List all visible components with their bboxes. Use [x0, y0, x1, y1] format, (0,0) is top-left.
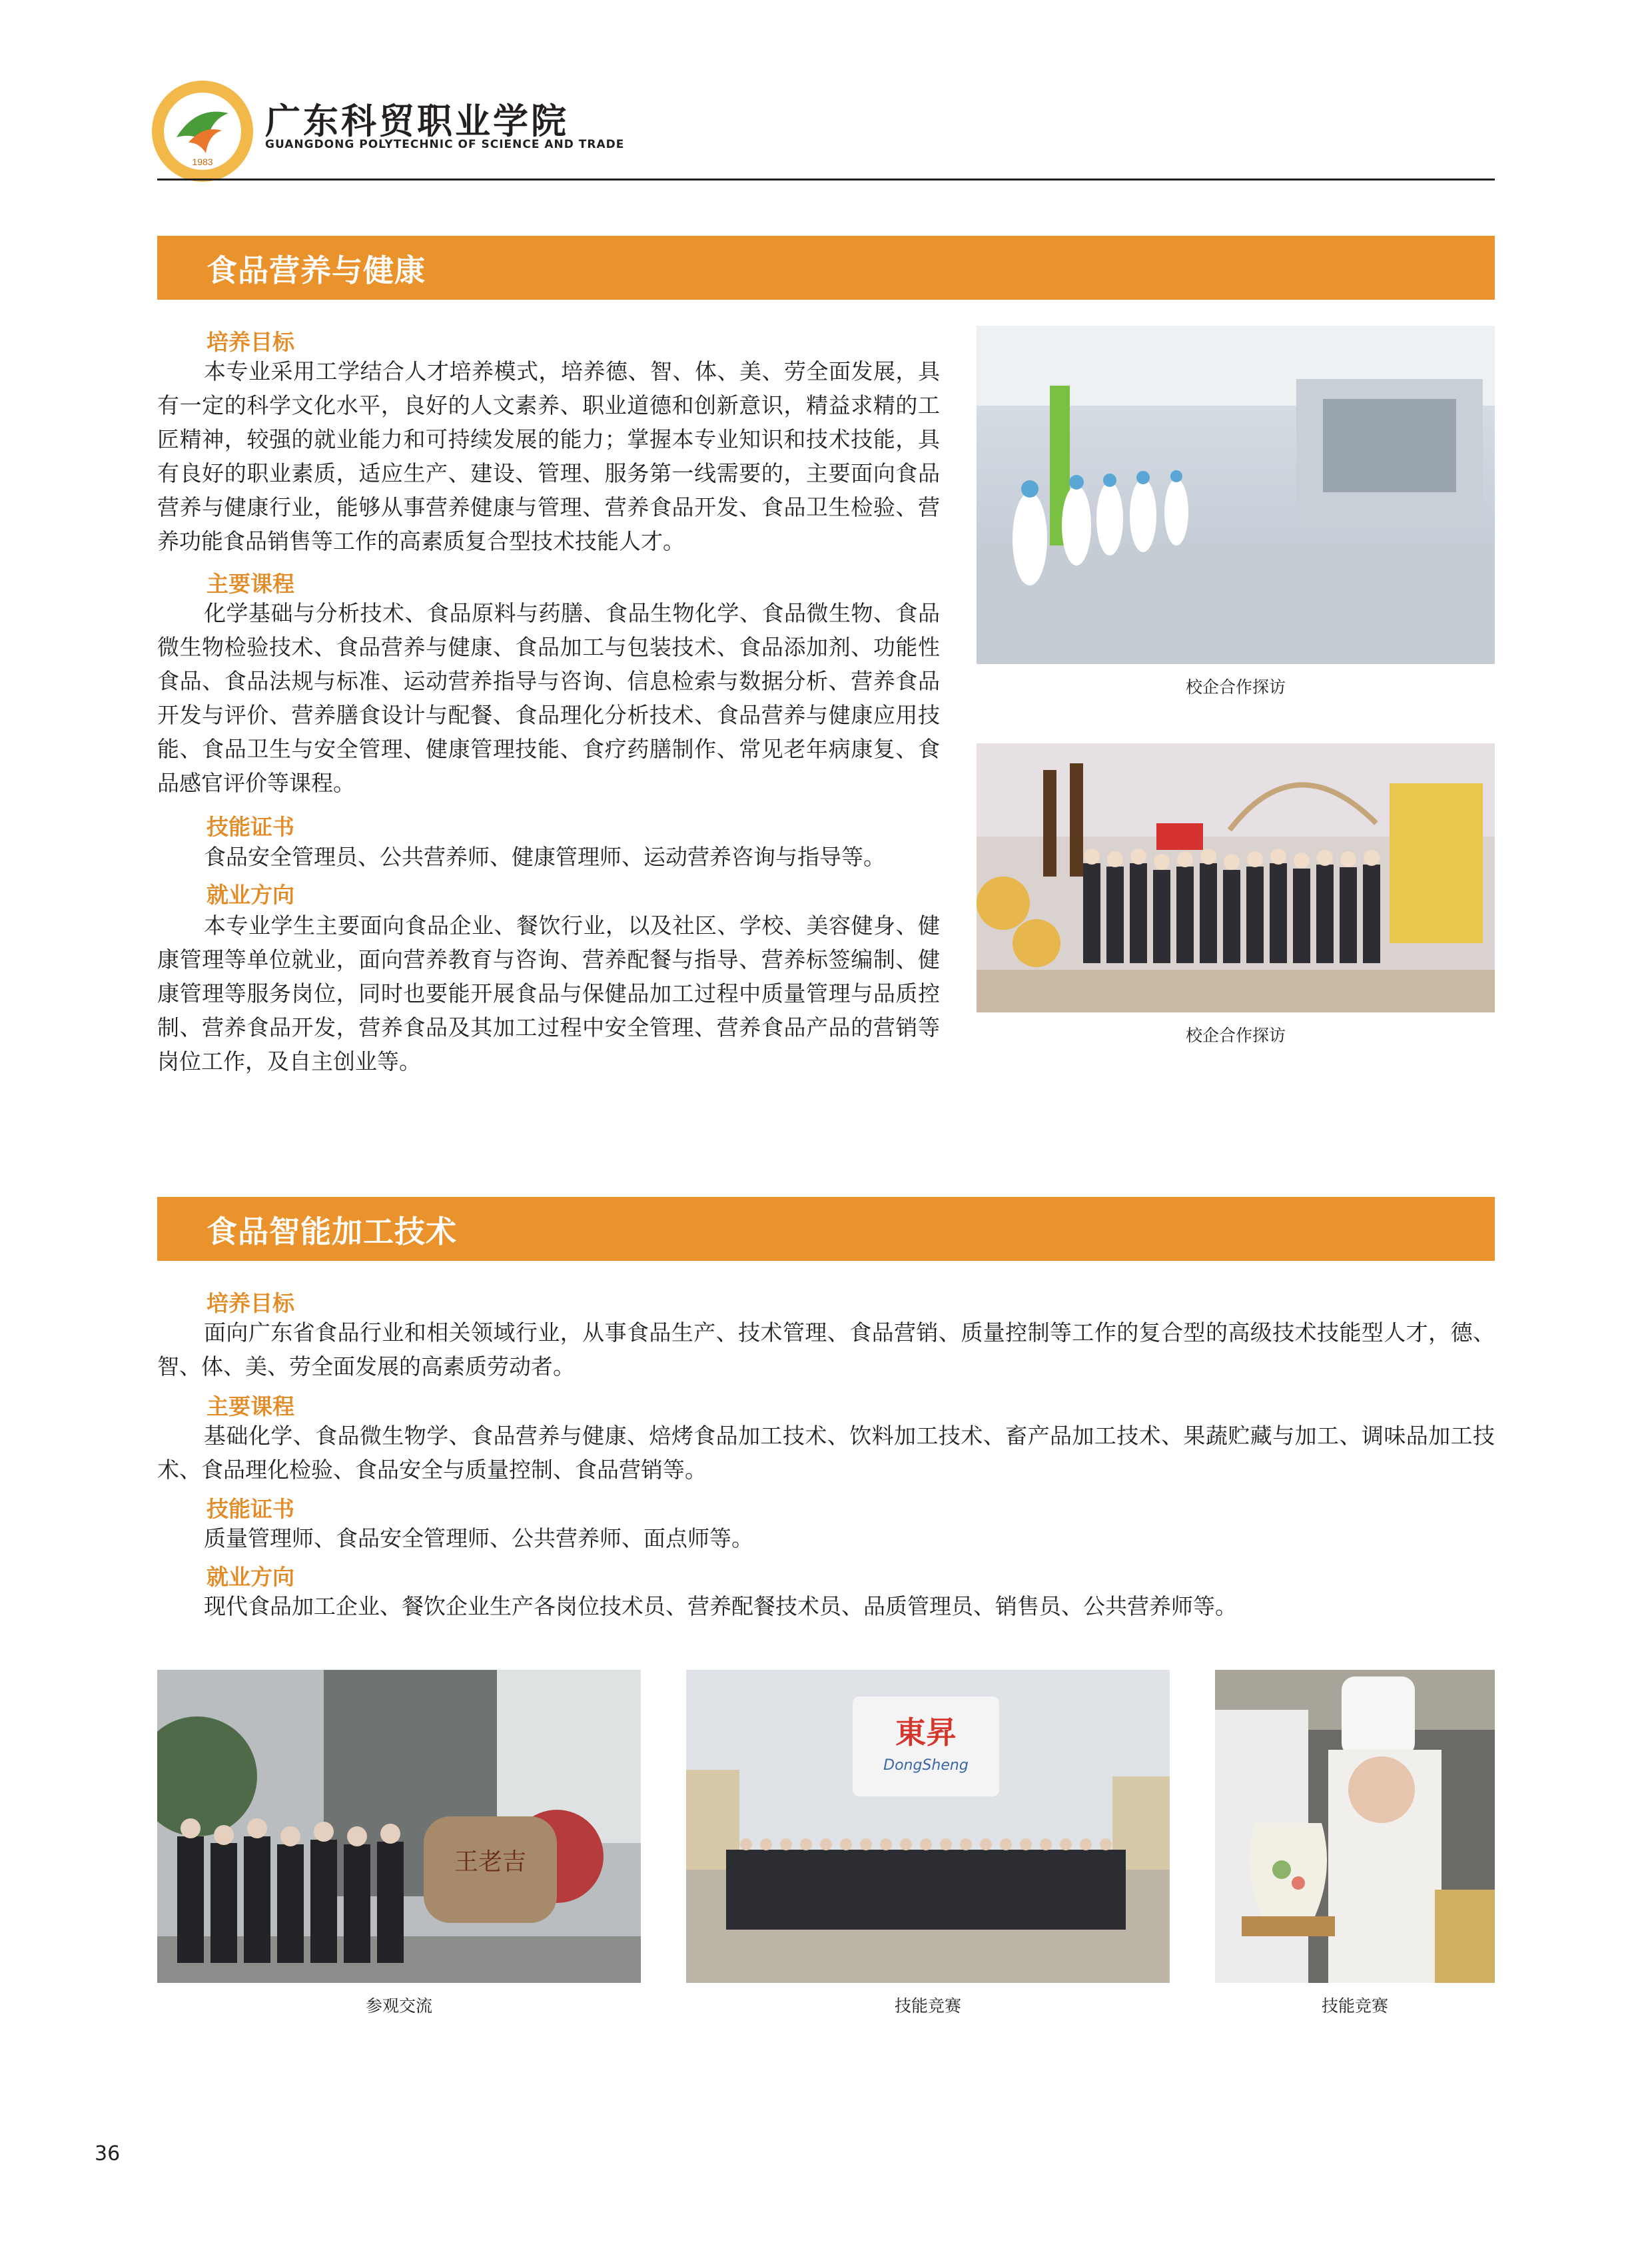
section1-goal-text [157, 354, 940, 558]
section1-cert-text [157, 840, 940, 874]
school-name-en: GUANGDONG POLYTECHNIC OF SCIENCE AND TRADE [265, 138, 625, 151]
photo-group-visit [977, 743, 1495, 1012]
section2-course-text [157, 1419, 1495, 1487]
section2-goal-text [157, 1315, 1495, 1383]
section2-title-bar [157, 1197, 1495, 1261]
section2-goal-heading: 培养目标 [206, 1290, 294, 1316]
photo-skills-contest-group [686, 1670, 1170, 1983]
section2-career-text [157, 1589, 1495, 1623]
photo-skills-contest-chef [1215, 1670, 1495, 1983]
section1-course-body: 化学基础与分析技术、食品原料与药膳、食品生物化学、食品微生物、食品微生物检验技术、食品营养与健康、食品加工与包装技术、食品添加剂、功能性食品、食品法规与标准、运动营养指导与咨询、信息检索与数据分析、营养食品开发与评价、营养膳食设计与配餐、食品理化分析技术、食品营养与健康应用技能、食品卫生与安全管理、健康管理技能、食疗药膳制作、常见老年病康复、食品感官评价等课程。 [157, 600, 940, 796]
logo-year: 1983 [192, 157, 213, 167]
header-divider [157, 179, 1495, 181]
section2-cert-text [157, 1521, 1495, 1555]
section1-title-bar [157, 236, 1495, 300]
page-number: 36 [95, 2142, 121, 2165]
section1-title: 食品营养与健康 [206, 252, 426, 288]
section1-career-heading: 就业方向 [206, 882, 294, 908]
photo-visit-exchange [157, 1670, 641, 1983]
photo-factory-visit [977, 326, 1495, 664]
section1-career-body: 本专业学生主要面向食品企业、餐饮行业，以及社区、学校、美容健身、健康管理等单位就业，面向营养教育与咨询、营养配餐与指导、营养标签编制、健康管理等服务岗位，同时也要能开展食品与保健品加工过程中质量管理与品质控制、营养食品开发，营养食品及其加工过程中安全管理、营养食品产品的营销等岗位工作，及自主创业等。 [157, 913, 940, 1074]
section2-title: 食品智能加工技术 [206, 1214, 457, 1250]
photo1-caption: 校企合作探访 [1185, 677, 1286, 697]
section1-course-text [157, 596, 940, 800]
section2-goal-body: 面向广东省食品行业和相关领域行业，从事食品生产、技术管理、食品营销、质量控制等工作的复合型的高级技术技能型人才，德、智、体、美、劳全面发展的高素质劳动者。 [157, 1319, 1495, 1379]
section2-cert-body: 质量管理师、食品安全管理师、公共营养师、面点师等。 [204, 1525, 753, 1551]
school-name-cn: 广东科贸职业学院 [265, 101, 569, 142]
section2-course-heading: 主要课程 [206, 1393, 294, 1419]
section2-cert-heading: 技能证书 [206, 1496, 294, 1522]
section1-cert-body: 食品安全管理员、公共营养师、健康管理师、运动营养咨询与指导等。 [204, 844, 885, 870]
section2-career-heading: 就业方向 [206, 1564, 294, 1590]
section1-cert-heading: 技能证书 [206, 814, 294, 840]
photo4-sign-text: 東昇 [895, 1714, 957, 1750]
photo4-caption: 技能竞赛 [894, 1996, 961, 2016]
section2-course-body: 基础化学、食品微生物学、食品营养与健康、焙烤食品加工技术、饮料加工技术、畜产品加工技术、果蔬贮藏与加工、调味品加工技术、食品理化检验、食品安全与质量控制、食品营销等。 [157, 1423, 1495, 1483]
school-logo [150, 79, 255, 184]
photo4-sign-sub: DongSheng [883, 1757, 969, 1774]
photo3-caption: 参观交流 [365, 1996, 432, 2016]
photo5-caption: 技能竞赛 [1321, 1996, 1388, 2016]
section1-career-text [157, 909, 940, 1078]
section1-goal-heading: 培养目标 [206, 329, 294, 355]
section2-career-body: 现代食品加工企业、餐饮企业生产各岗位技术员、营养配餐技术员、品质管理员、销售员、公共营养师等。 [204, 1593, 1237, 1619]
photo3-sign-text: 王老吉 [454, 1848, 527, 1876]
photo2-caption: 校企合作探访 [1185, 1026, 1286, 1045]
section1-course-heading: 主要课程 [206, 571, 294, 597]
section1-goal-body: 本专业采用工学结合人才培养模式，培养德、智、体、美、劳全面发展，具有一定的科学文化水平，良好的人文素养、职业道德和创新意识，精益求精的工匠精神，较强的就业能力和可持续发展的能力；掌握本专业知识和技术技能，具有良好的职业素质，适应生产、建设、管理、服务第一线需要的，主要面向食品营养与健康行业，能够从事营养健康与管理、营养食品开发、食品卫生检验、营养功能食品销售等工作的高素质复合型技术技能人才。 [157, 358, 940, 554]
